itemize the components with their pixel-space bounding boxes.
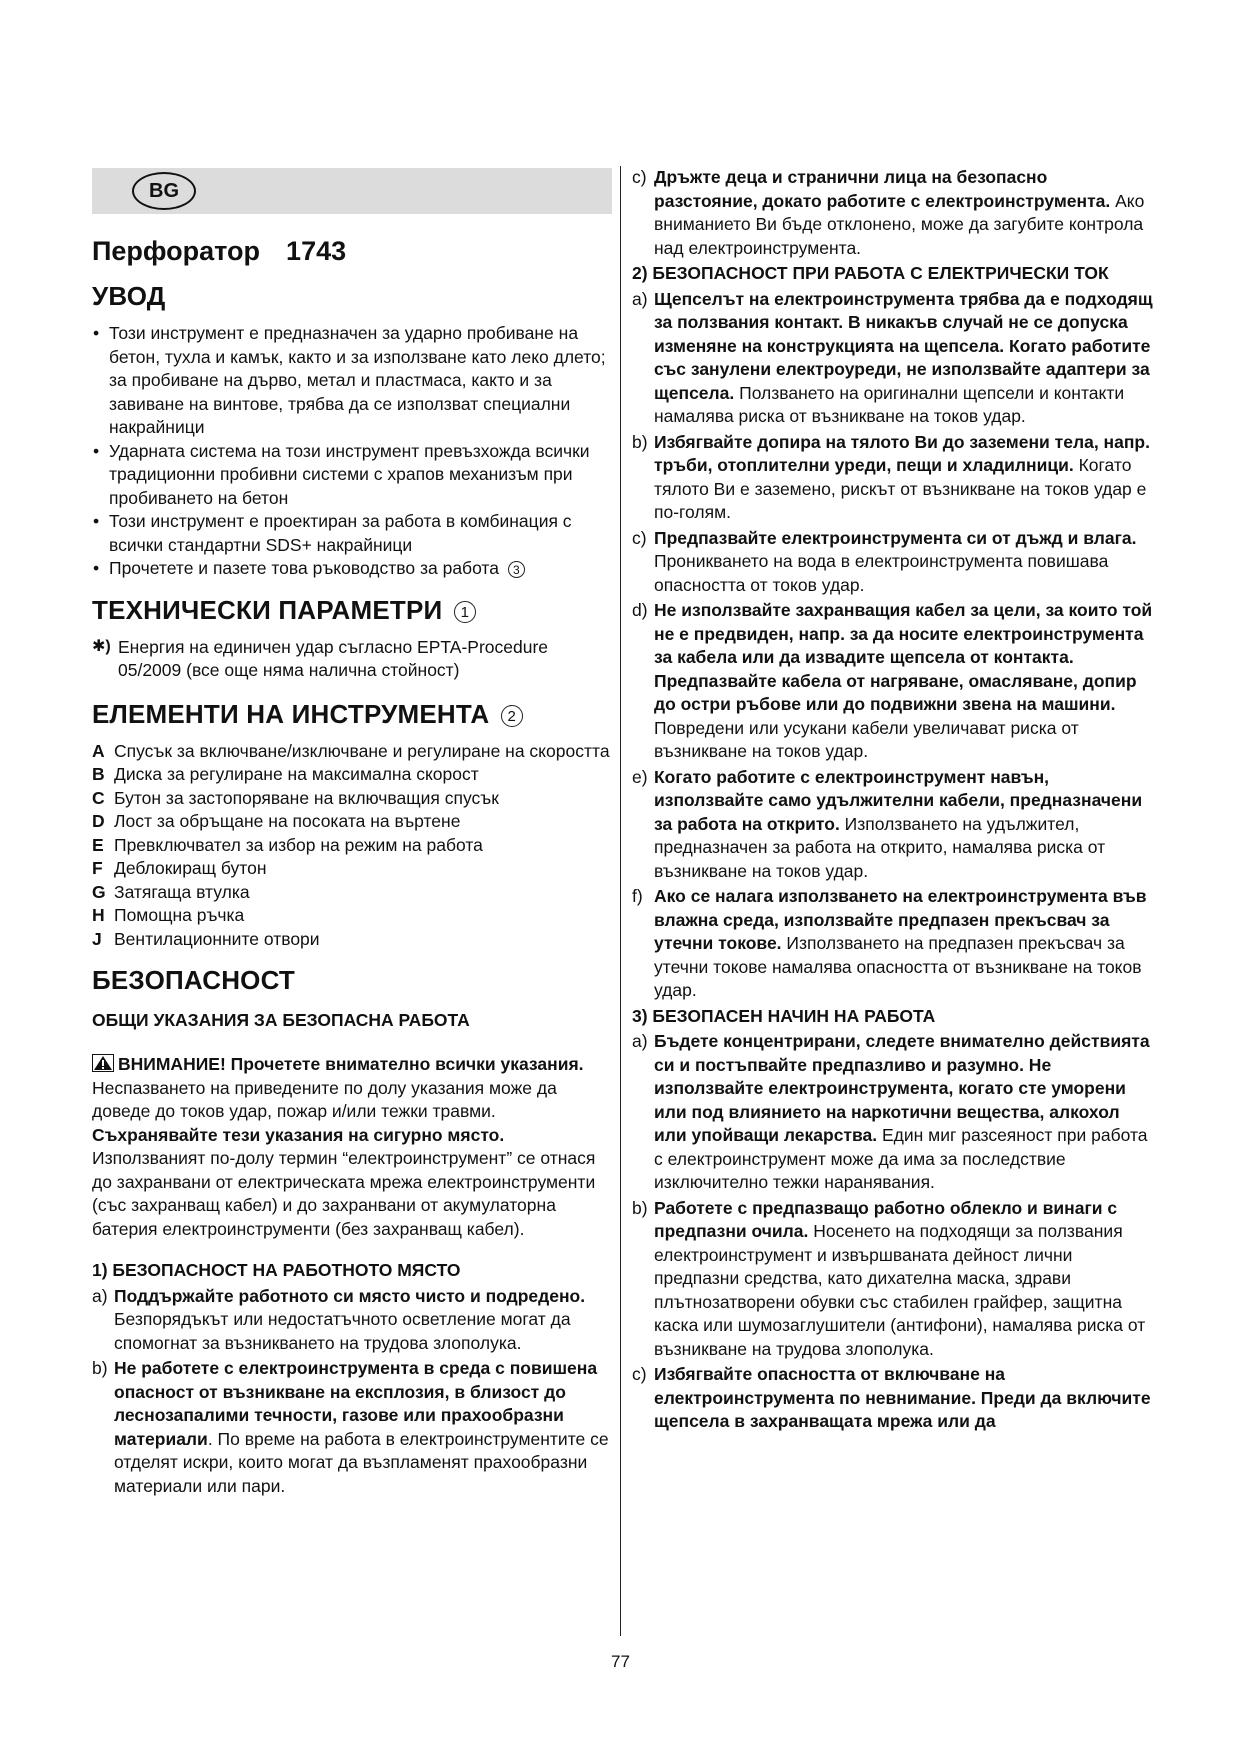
right-column bbox=[632, 166, 1154, 1436]
item-text: Лост за обръщане на посоката на въртене bbox=[114, 811, 461, 831]
item-text: Диска за регулиране на максимална скорост bbox=[114, 764, 479, 784]
list-item bbox=[92, 904, 612, 928]
item-text: Проникването на вода в електроинструмента повишава опасността от токов удар. bbox=[654, 551, 1109, 595]
list-item bbox=[92, 787, 612, 811]
item-key: b) bbox=[92, 1358, 108, 1378]
item-bold: Дръжте деца и странични лица на безопасно разстояние, докато работите с електроинструмента. bbox=[654, 167, 1111, 211]
page-number: 77 bbox=[611, 1652, 630, 1671]
figure-ref-2: 2 bbox=[501, 705, 523, 727]
item-bold: Работете с предпазващо работно облекло и винаги с предпазни очила. bbox=[654, 1197, 1118, 1241]
list-item bbox=[632, 1197, 1154, 1362]
item-text: Безпорядъкът или недостатъчното осветление могат да спомогнат за възникването на трудова злополука. bbox=[114, 1309, 571, 1353]
item-key: A bbox=[92, 740, 105, 761]
item-key: C bbox=[92, 787, 105, 808]
item-bold: Не използвайте захранващия кабел за цели, за които той не е предвиден, напр. за да носите електроинструмента за кабела или да извадите щепсела от контакта. Предпазвайте кабела от нагряване, омасляване, допир до остри ръбове или до подвижни звена на машини. bbox=[654, 600, 1153, 714]
list-item bbox=[632, 1363, 1154, 1434]
item-text: Деблокиращ бутон bbox=[114, 858, 267, 878]
item-text: Повредени или усукани кабели увеличават риска от възникване на токов удар. bbox=[654, 717, 1079, 761]
item-key: d) bbox=[632, 600, 648, 620]
safety-heading: БЕЗОПАСНОСТ bbox=[92, 965, 296, 995]
item-key: J bbox=[92, 928, 102, 949]
list-item bbox=[92, 834, 612, 858]
item-key: c) bbox=[632, 1364, 647, 1384]
warning-text-2: Използваният по-долу термин “електроинструмент” се отнася до захранвани от електрическата мрежа електроинструменти (със захранващ кабел) и до захранвани от акумулаторна батерия електроинструменти (без захранващ кабел). bbox=[92, 1148, 596, 1239]
item-key: c) bbox=[632, 167, 647, 187]
list-item bbox=[92, 1285, 612, 1356]
item-key: G bbox=[92, 881, 106, 902]
item-text: Използването на удължител, предназначен за работа на открито, намалява риска от възникване на токов удар. bbox=[654, 813, 1106, 881]
warning-paragraph bbox=[92, 1053, 612, 1241]
column-divider bbox=[620, 166, 621, 1636]
item-bold: Избягвайте допира на тялото Ви до заземени тела, напр. тръби, отоплителни уреди, пещи и хладилници. bbox=[654, 431, 1150, 475]
item-key: F bbox=[92, 858, 103, 878]
intro-bullet bbox=[92, 557, 612, 581]
list-item bbox=[92, 740, 612, 764]
list-item bbox=[92, 928, 612, 952]
figure-ref-1: 1 bbox=[454, 601, 476, 623]
s3-heading: 3) БЕЗОПАСЕН НАЧИН НА РАБОТА bbox=[632, 1005, 936, 1026]
elements-heading-text: ЕЛЕМЕНТИ НА ИНСТРУМЕНТА bbox=[92, 698, 490, 729]
list-item bbox=[632, 885, 1154, 1003]
item-text: Използването на предпазен прекъсвач за утечни токове намалява опасността от възникване на токов удар. bbox=[654, 933, 1142, 1000]
intro-bullets bbox=[92, 322, 612, 581]
list-item bbox=[632, 527, 1154, 598]
item-key: a) bbox=[92, 1285, 108, 1306]
item-key: b) bbox=[632, 1197, 648, 1218]
s2-heading: 2) БЕЗОПАСНОСТ ПРИ РАБОТА С ЕЛЕКТРИЧЕСКИ ТОК bbox=[632, 263, 1109, 283]
item-key: b) bbox=[632, 431, 648, 452]
item-text: Бутон за застопоряване на включващия спусък bbox=[114, 787, 499, 808]
list-item bbox=[92, 810, 612, 834]
intro-heading: УВОД bbox=[92, 281, 166, 311]
item-bold: Поддържайте работното си място чисто и подредено. bbox=[114, 1285, 586, 1306]
tech-heading bbox=[92, 595, 612, 626]
item-text: . По време на работа в електроинструментите се отделят искри, които могат да възпламенят прахообразни материали или пари. bbox=[114, 1428, 609, 1496]
item-bold: Бъдете концентрирани, следете внимателно действията си и постъпвайте предпазливо и разумно. Не използвайте електроинструмента, когато сте уморени или под влиянието на наркотични вещества, алкохол или упойващи лекарства. bbox=[654, 1031, 1150, 1145]
item-key: D bbox=[92, 811, 105, 831]
item-key: e) bbox=[632, 766, 648, 787]
item-bold: Когато работите с електроинструмент навън, използвайте само удължителни кабели, предназначени за работа на открито. bbox=[654, 766, 1143, 834]
item-text: Спусък за включване/изключване и регулиране на скоростта bbox=[114, 740, 610, 761]
item-text: Затягаща втулка bbox=[114, 881, 250, 902]
item-key: c) bbox=[632, 527, 647, 548]
s1-heading: 1) БЕЗОПАСНОСТ НА РАБОТНОТО МЯСТО bbox=[92, 1260, 461, 1280]
list-item bbox=[632, 599, 1154, 764]
language-badge: BG bbox=[132, 172, 196, 210]
item-key: a) bbox=[632, 288, 648, 309]
item-bold: Предпазвайте електроинструмента си от дъжд и влага. bbox=[654, 527, 1137, 548]
figure-ref-3: 3 bbox=[508, 561, 525, 578]
item-key: B bbox=[92, 764, 105, 784]
note-mark: ✱) bbox=[92, 637, 111, 655]
item-text: Ползването на оригинални щепсели и контакти намалява риска от възникване на токов удар. bbox=[654, 382, 1125, 426]
tech-heading-text: ТЕХНИЧЕСКИ ПАРАМЕТРИ bbox=[92, 594, 443, 625]
item-text: Помощна ръчка bbox=[114, 905, 245, 925]
intro-bullet: • Ударната система на този инструмент превъзхожда всички традиционни пробивни системи с храпов механизъм при пробиването на бетон bbox=[92, 440, 612, 511]
item-text: Вентилационните отвори bbox=[114, 928, 320, 949]
item-text: Превключвател за избор на режим на работа bbox=[114, 834, 483, 855]
item-text: Когато тялото Ви е заземено, рискът от възникване на токов удар е по-голям. bbox=[654, 455, 1147, 522]
item-key: a) bbox=[632, 1031, 648, 1051]
list-item bbox=[632, 288, 1154, 429]
left-column bbox=[92, 168, 612, 1500]
general-safety-heading: ОБЩИ УКАЗАНИЯ ЗА БЕЗОПАСНА РАБОТА bbox=[92, 1010, 470, 1030]
product-model: 1743 bbox=[286, 236, 347, 266]
tech-note bbox=[92, 636, 612, 683]
item-bold: Ако се налага използването на електроинструмента във влажна среда, използвайте предпазен прекъсвач за утечни токове. bbox=[654, 886, 1147, 953]
warning-bold-1: ВНИМАНИЕ! Прочетете внимателно всички указания. bbox=[118, 1054, 584, 1074]
list-item bbox=[92, 857, 612, 881]
item-bold: Избягвайте опасността от включване на електроинструмента по невнимание. Преди да включите щепсела в захранващата мрежа или да bbox=[654, 1364, 1151, 1431]
list-item bbox=[92, 1357, 612, 1498]
list-item bbox=[632, 1030, 1154, 1195]
list-item bbox=[632, 431, 1154, 525]
item-text: Ако вниманието Ви бъде отклонено, може да загубите контрола над електроинструмента. bbox=[654, 190, 1145, 258]
warning-text-1: Неспазването на приведените по долу указания може да доведе до токов удар, пожар и/или тежки травми. bbox=[92, 1077, 557, 1121]
tech-note-text: Енергия на единичен удар съгласно EPTA-Procedure 05/2009 (все още няма налична стойност) bbox=[118, 636, 549, 680]
intro-bullet: • Този инструмент е проектиран за работа в комбинация с всички стандартни SDS+ накрайници bbox=[92, 510, 612, 557]
product-title bbox=[92, 236, 612, 267]
list-item bbox=[92, 881, 612, 905]
product-name: Перфоратор bbox=[92, 236, 261, 266]
list-item bbox=[632, 166, 1154, 260]
intro-bullet-text: Прочетете и пазете това ръководство за работа bbox=[109, 558, 499, 578]
item-key: E bbox=[92, 834, 104, 855]
intro-bullet: • Този инструмент е предназначен за ударно пробиване на бетон, тухла и камък, както и за използване като леко длето; за пробиване на дърво, метал и пластмаса, както и за завиване на винтове, трябва да се използват специални накрайници bbox=[92, 322, 612, 440]
item-key: H bbox=[92, 905, 105, 925]
warning-icon bbox=[92, 1054, 114, 1072]
elements-list bbox=[92, 740, 612, 952]
item-text: Носенето на подходящи за ползвания електроинструмент и извършваната дейност лични предпазни средства, като дихателна маска, здрави плътнозатворени обувки със стабилен грайфер, защитна каска или шумозаглушители (антифони), намалява риска от възникване на трудова злополука. bbox=[654, 1221, 1146, 1359]
language-bar bbox=[92, 168, 612, 214]
elements-heading bbox=[92, 699, 612, 730]
item-bold: Не работете с електроинструмента в среда с повишена опасност от възникване на експлозия, в близост до леснозапалими течности, газове или прахообразни материали bbox=[114, 1358, 598, 1449]
list-item bbox=[632, 766, 1154, 884]
warning-bold-2: Съхранявайте тези указания на сигурно място. bbox=[92, 1124, 505, 1145]
item-bold: Щепселът на електроинструмента трябва да е подходящ за ползвания контакт. В никакъв случай не се допуска изменяне на конструкцията на щепсела. Когато работите със занулени електроуреди, не използвайте адаптери за щепсела. bbox=[654, 288, 1153, 403]
item-text: Един миг разсеяност при работа с електроинструмент може да има за последствие изключително тежки наранявания. bbox=[654, 1125, 1148, 1192]
item-key: f) bbox=[632, 886, 643, 906]
list-item bbox=[92, 763, 612, 787]
